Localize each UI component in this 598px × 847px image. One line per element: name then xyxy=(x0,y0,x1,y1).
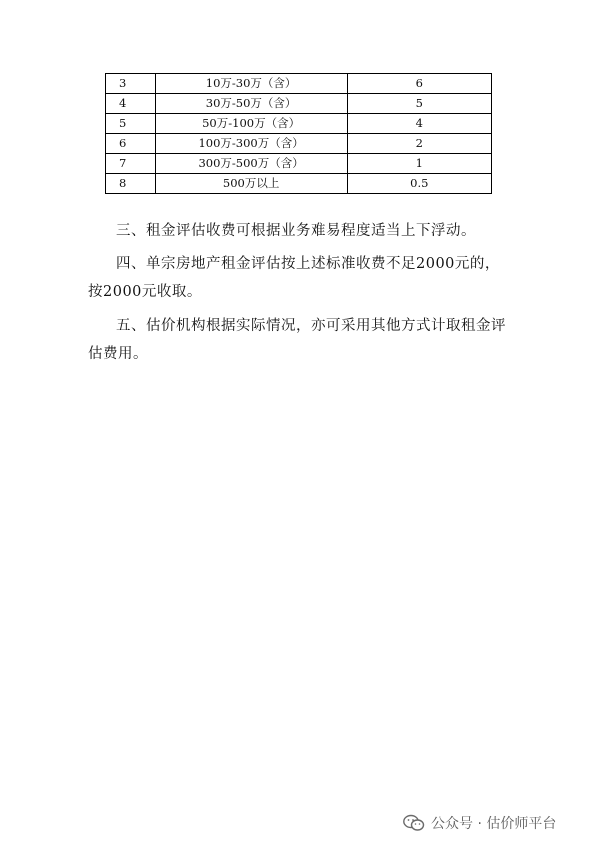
row-number-cell: 6 xyxy=(106,134,156,154)
amount-range-cell: 50万-100万（含） xyxy=(155,114,347,134)
row-number-cell: 3 xyxy=(106,74,156,94)
row-number-cell: 4 xyxy=(106,94,156,114)
fee-rate-table xyxy=(105,73,492,194)
rate-cell: 0.5 xyxy=(347,174,491,194)
paragraph-minimum-fee: 四、单宗房地产租金评估按上述标准收费不足2000元的，按2000元收取。 xyxy=(88,256,500,300)
rate-cell: 6 xyxy=(347,74,491,94)
wechat-watermark xyxy=(403,810,556,836)
table-row xyxy=(106,94,492,114)
amount-range-cell: 300万-500万（含） xyxy=(155,154,347,174)
table-row xyxy=(106,114,492,134)
row-number-cell: 8 xyxy=(106,174,156,194)
row-number-cell: 5 xyxy=(106,114,156,134)
table-row xyxy=(106,74,492,94)
paragraph-other-methods: 五、估价机构根据实际情况，亦可采用其他方式计取租金评估费用。 xyxy=(88,318,506,362)
rate-cell: 1 xyxy=(347,154,491,174)
table-row xyxy=(106,174,492,194)
rate-cell: 2 xyxy=(347,134,491,154)
table-row xyxy=(106,154,492,174)
rate-cell: 5 xyxy=(347,94,491,114)
rate-cell: 4 xyxy=(347,114,491,134)
table-row xyxy=(106,134,492,154)
wechat-icon xyxy=(403,814,425,832)
paragraph-fee-floating: 三、租金评估收费可根据业务难易程度适当上下浮动。 xyxy=(116,223,476,239)
amount-range-cell: 100万-300万（含） xyxy=(155,134,347,154)
amount-range-cell: 30万-50万（含） xyxy=(155,94,347,114)
amount-range-cell: 10万-30万（含） xyxy=(155,74,347,94)
amount-range-cell: 500万以上 xyxy=(155,174,347,194)
row-number-cell: 7 xyxy=(106,154,156,174)
watermark-text: 公众号 · 估价师平台 xyxy=(431,816,557,832)
